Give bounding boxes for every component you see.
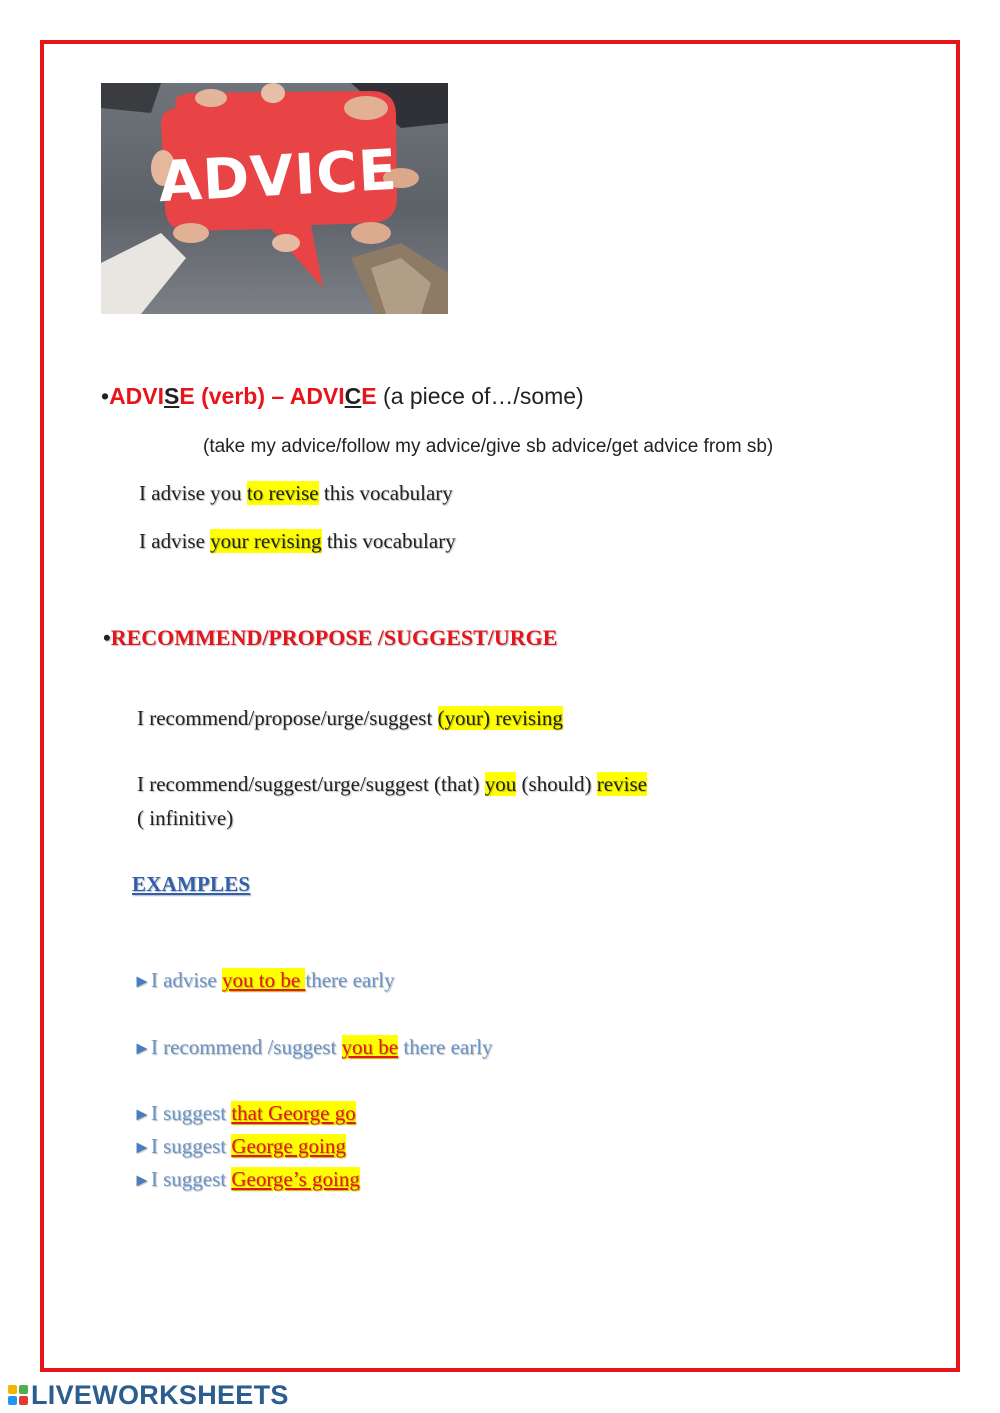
advise-heading-part5: E xyxy=(361,383,377,409)
example-after: there early xyxy=(305,968,395,992)
example-highlight: to revise xyxy=(246,481,319,505)
example-item xyxy=(133,1035,493,1060)
example-before: I suggest xyxy=(150,1134,232,1158)
recommend-line-1 xyxy=(137,706,563,731)
example-highlight: your revising xyxy=(210,529,322,553)
line-highlight: (your) revising xyxy=(437,706,563,730)
arrow-icon: ► xyxy=(133,1170,151,1190)
arrow-icon: ► xyxy=(133,1137,151,1157)
example-highlight: you be xyxy=(341,1035,399,1059)
advise-example-2 xyxy=(139,529,456,554)
advise-heading-part1: ADVI xyxy=(109,383,165,409)
line-highlight-revise: revise xyxy=(596,772,647,796)
example-item xyxy=(133,1134,346,1159)
arrow-icon: ► xyxy=(133,1104,151,1124)
arrow-icon: ► xyxy=(133,1038,151,1058)
example-before: I suggest xyxy=(150,1167,232,1191)
advice-image xyxy=(101,83,448,314)
advice-illustration xyxy=(101,83,448,314)
collocations: (take my advice/follow my advice/give sb advice/get advice from sb) xyxy=(203,436,774,457)
recommend-line-2 xyxy=(137,772,647,797)
example-highlight: you to be xyxy=(221,968,306,992)
example-after: there early xyxy=(398,1035,493,1059)
line-before: I recommend/suggest/urge/suggest (that) xyxy=(137,772,485,796)
advise-example-1 xyxy=(139,481,453,506)
examples-title: EXAMPLES xyxy=(132,872,251,896)
bullet: • xyxy=(103,625,111,650)
advise-heading-part3: E (verb) – ADVI xyxy=(179,383,345,409)
advise-heading-part2: S xyxy=(164,383,180,409)
recommend-heading-text: RECOMMEND/PROPOSE /SUGGEST/URGE xyxy=(110,625,558,650)
example-item xyxy=(133,1167,360,1192)
line-middle: (should) xyxy=(516,772,597,796)
advise-heading-part4: C xyxy=(344,383,362,409)
bullet: • xyxy=(101,383,110,409)
example-after: this vocabulary xyxy=(318,481,453,505)
recommend-heading xyxy=(103,625,557,651)
example-before: I advise xyxy=(139,529,211,553)
liveworksheets-logo[interactable] xyxy=(8,1379,289,1410)
logo-icon xyxy=(8,1385,28,1405)
advise-heading-note: (a piece of…/some) xyxy=(376,383,584,409)
example-after: this vocabulary xyxy=(321,529,456,553)
bubble-text: ADVICE xyxy=(156,137,400,216)
example-before: I advise xyxy=(150,968,222,992)
recommend-line-2-cont: ( infinitive) xyxy=(137,806,234,830)
example-before: I advise you xyxy=(139,481,247,505)
line-before: I recommend/propose/urge/suggest xyxy=(137,706,438,730)
example-before: I recommend /suggest xyxy=(150,1035,342,1059)
example-item xyxy=(133,968,395,993)
example-highlight: George’s going xyxy=(231,1167,360,1191)
example-item xyxy=(133,1101,356,1126)
advise-heading xyxy=(101,383,584,410)
line-highlight-you: you xyxy=(484,772,517,796)
arrow-icon: ► xyxy=(133,971,151,991)
logo-text: LIVEWORKSHEETS xyxy=(31,1379,289,1410)
example-highlight: George going xyxy=(231,1134,346,1158)
example-before: I suggest xyxy=(150,1101,232,1125)
example-highlight: that George go xyxy=(231,1101,356,1125)
